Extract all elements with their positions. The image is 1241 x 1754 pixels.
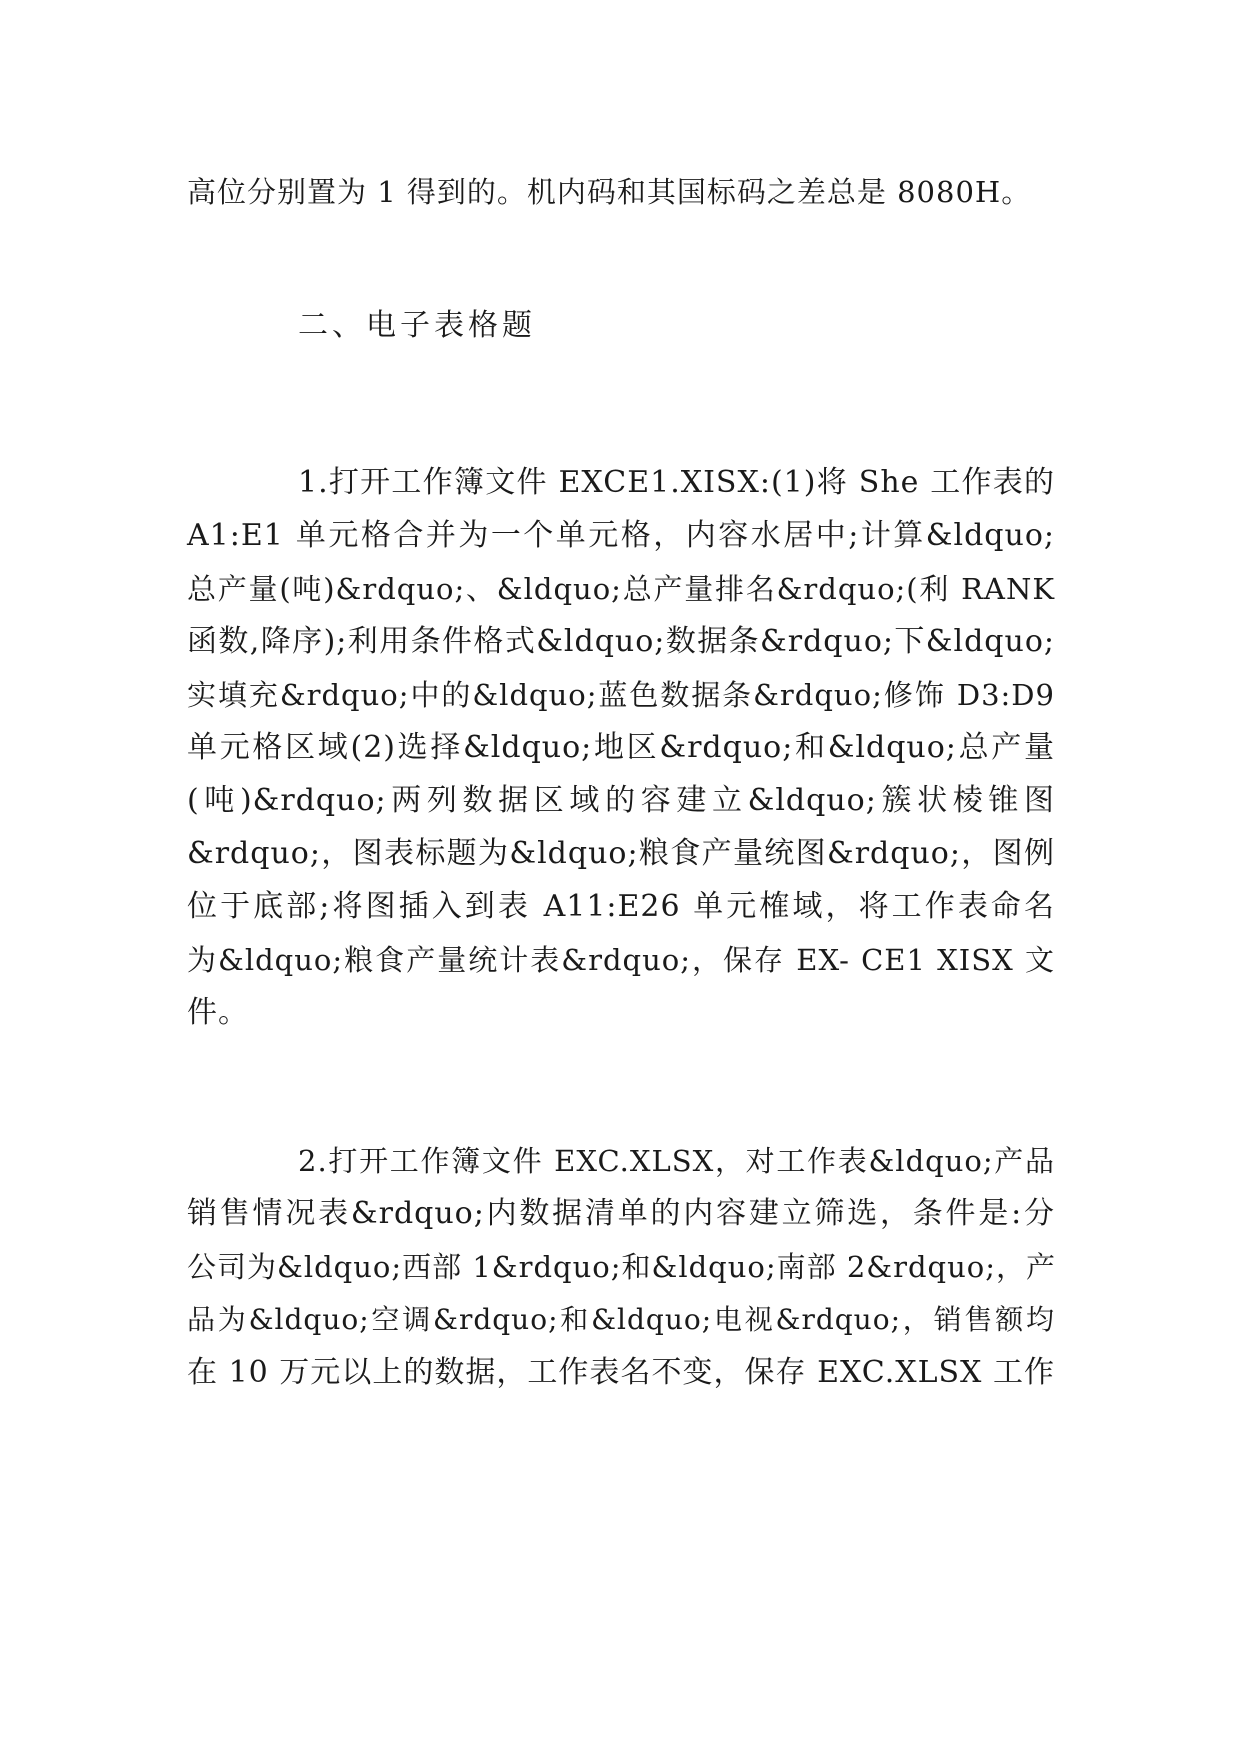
question1-line: A1:E1 单元格合并为一个单元格，内容水居中;计算&ldquo;: [187, 518, 1055, 553]
question1-line: (吨)&rdquo;两列数据区域的容建立&ldquo;簇状棱锥图: [187, 783, 1055, 818]
section-heading: 二、电子表格题: [298, 308, 536, 343]
question1-line: 为&ldquo;粮食产量统计表&rdquo;，保存 EX- CE1 XISX 文: [187, 943, 1055, 977]
question1-line: 位于底部;将图插入到表 A11:E26 单元榷域，将工作表命名: [187, 889, 1055, 924]
intro-text-line: 高位分别置为 1 得到的。机内码和其国标码之差总是 8080H。: [187, 175, 1032, 209]
question1-line: 单元格区域(2)选择&ldquo;地区&rdquo;和&ldquo;总产量: [187, 730, 1055, 765]
question2-line: 在 10 万元以上的数据，工作表名不变，保存 EXC.XLSX 工作: [187, 1355, 1055, 1390]
question1-line: &rdquo;，图表标题为&ldquo;粮食产量统图&rdquo;，图例: [187, 836, 1055, 871]
question2-line: 公司为&ldquo;西部 1&rdquo;和&ldquo;南部 2&rdquo;，产: [187, 1250, 1057, 1284]
question2-line: 销售情况表&rdquo;内数据清单的内容建立筛选，条件是:分: [187, 1196, 1055, 1231]
question1-line: 函数,降序);利用条件格式&ldquo;数据条&rdquo;下&ldquo;: [187, 624, 1055, 659]
question2-line: 品为&ldquo;空调&rdquo;和&ldquo;电视&rdquo;，销售额均: [187, 1303, 1055, 1336]
question1-line: 总产量(吨)&rdquo;、&ldquo;总产量排名&rdquo;(利 RANK: [187, 572, 1055, 606]
question1-line: 件。: [187, 995, 249, 1030]
question1-line: 实填充&rdquo;中的&ldquo;蓝色数据条&rdquo;修饰 D3:D9: [187, 678, 1055, 712]
question2-line: 2.打开工作簿文件 EXC.XLSX，对工作表&ldquo;产品: [298, 1144, 1055, 1178]
question1-line: 1.打开工作簿文件 EXCE1.XISX:(1)将 She 工作表的: [298, 465, 1055, 500]
